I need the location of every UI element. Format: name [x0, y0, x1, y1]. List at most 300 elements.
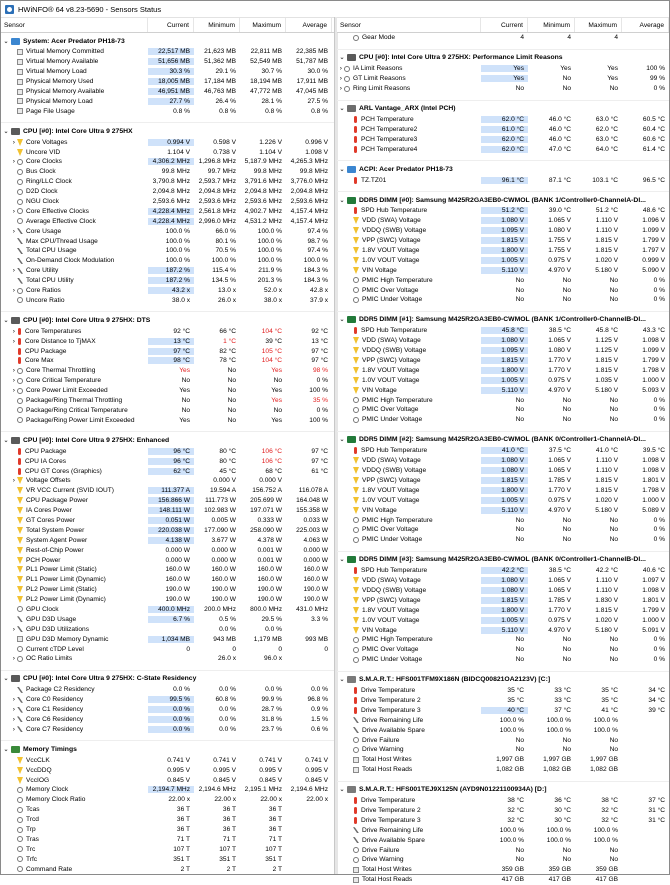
header-average[interactable]: Average — [286, 18, 332, 32]
sensor-group-header[interactable] — [337, 163, 669, 175]
right-sensor-pane[interactable] — [337, 17, 669, 884]
sensor-row[interactable] — [337, 175, 669, 185]
sensor-row[interactable] — [337, 456, 669, 466]
sensor-row[interactable] — [337, 796, 669, 806]
sensor-row[interactable] — [337, 236, 669, 246]
sensor-label: Core Usage — [26, 227, 62, 235]
collapse-chevron-icon[interactable]: ⌄ — [339, 787, 345, 794]
section-spacer — [1, 305, 334, 312]
header-sensor[interactable]: Sensor — [1, 18, 148, 32]
sensor-row[interactable] — [1, 276, 334, 286]
sensor-row[interactable] — [1, 177, 334, 187]
expand-chevron-icon[interactable]: › — [12, 158, 15, 166]
voltage-icon — [353, 217, 359, 224]
thermometer-icon — [354, 687, 357, 694]
sensor-value-maximum: 32 °C — [601, 806, 618, 814]
sensor-value-average: 61.4 °C — [642, 145, 665, 153]
sensor-value-minimum: No — [562, 85, 571, 93]
sensor-group-header[interactable] — [1, 743, 334, 755]
sensor-value-current: 2,593.6 MHz — [152, 198, 190, 206]
sensor-row[interactable] — [1, 525, 334, 535]
sensor-row[interactable] — [1, 96, 334, 106]
sensor-row[interactable] — [1, 825, 334, 835]
expand-chevron-icon[interactable]: › — [12, 287, 15, 295]
sensor-row[interactable] — [337, 696, 669, 706]
sensor-row[interactable] — [337, 336, 669, 346]
sensor-value-average: 34 °C — [648, 687, 665, 695]
sensor-value-current: 35 °C — [507, 696, 524, 704]
sensor-row[interactable] — [1, 695, 334, 705]
sensor-row[interactable] — [337, 295, 669, 305]
sensor-row[interactable] — [1, 415, 334, 425]
sensor-row[interactable] — [337, 466, 669, 476]
header-current[interactable]: Current — [481, 18, 528, 32]
sensor-row[interactable] — [1, 535, 334, 545]
collapse-chevron-icon[interactable]: ⌄ — [3, 437, 9, 444]
sensor-row[interactable] — [1, 386, 334, 396]
sensor-row[interactable] — [1, 614, 334, 624]
thermometer-icon — [354, 207, 357, 214]
expand-chevron-icon[interactable]: › — [12, 715, 15, 723]
sensor-row[interactable] — [1, 57, 334, 67]
sensor-row[interactable] — [337, 615, 669, 625]
sensor-row[interactable] — [1, 167, 334, 177]
collapse-chevron-icon[interactable]: ⌄ — [3, 746, 9, 753]
sensor-label: Virtual Memory Committed — [26, 48, 104, 56]
sensor-value-minimum: 0 — [232, 645, 236, 653]
sensor-row[interactable] — [1, 624, 334, 634]
sensor-row[interactable] — [1, 685, 334, 695]
header-minimum[interactable]: Minimum — [194, 18, 240, 32]
sensor-label: Drive Failure — [362, 736, 400, 744]
sensor-row[interactable] — [337, 246, 669, 256]
sensor-row[interactable] — [1, 326, 334, 336]
expand-chevron-icon[interactable]: › — [12, 387, 15, 395]
sensor-value-average: 4,265.3 MHz — [290, 158, 328, 166]
sensor-value-minimum: No — [227, 406, 236, 414]
collapse-chevron-icon[interactable]: ⌄ — [339, 437, 345, 444]
sensor-row[interactable] — [337, 855, 669, 865]
sensor-row[interactable] — [1, 565, 334, 575]
sensor-value-current: 0.741 V — [167, 756, 190, 764]
sensor-value-minimum: 2,561.8 MHz — [198, 207, 236, 215]
sensor-row[interactable] — [337, 815, 669, 825]
sensor-row[interactable] — [1, 864, 334, 874]
sensor-row[interactable] — [337, 845, 669, 855]
sensor-group-header[interactable] — [1, 125, 334, 137]
expand-chevron-icon[interactable]: › — [339, 65, 342, 73]
header-current[interactable]: Current — [148, 18, 194, 32]
clock-icon — [17, 846, 23, 852]
sensor-row[interactable] — [1, 545, 334, 555]
status-icon — [353, 35, 359, 41]
sensor-group-header[interactable] — [337, 784, 669, 796]
sensor-row[interactable] — [337, 74, 669, 84]
sensor-value-maximum: No — [609, 396, 618, 404]
sensor-group-header[interactable] — [337, 434, 669, 446]
sensor-row[interactable] — [1, 356, 334, 366]
sensor-value-current: 2 T — [180, 865, 190, 873]
sensor-label: Drive Temperature 2 — [361, 696, 421, 704]
sensor-row[interactable] — [337, 275, 669, 285]
sensor-row[interactable] — [1, 236, 334, 246]
sensor-label: Drive Available Spare — [362, 836, 425, 844]
sensor-group-header[interactable] — [337, 194, 669, 206]
sensor-value-average: 4,157.4 MHz — [290, 207, 328, 215]
sensor-label: VR VCC Current (SVID IOUT) — [26, 487, 114, 495]
sensor-value-maximum: 28.7 % — [261, 706, 282, 714]
voltage-icon — [17, 596, 23, 603]
sensor-group-header[interactable] — [1, 673, 334, 685]
header-maximum[interactable]: Maximum — [240, 18, 286, 32]
usage-icon — [17, 697, 23, 703]
expand-chevron-icon[interactable]: › — [339, 75, 342, 83]
sensor-row[interactable] — [337, 84, 669, 94]
sensor-value-current: 0.0 % — [148, 706, 194, 713]
sensor-row[interactable] — [1, 187, 334, 197]
sensor-row[interactable] — [337, 415, 669, 425]
sensor-value-current: 51,656 MB — [148, 58, 194, 65]
header-maximum[interactable]: Maximum — [575, 18, 622, 32]
sensor-row[interactable] — [1, 555, 334, 565]
sensor-row[interactable] — [1, 585, 334, 595]
sensor-row[interactable] — [337, 566, 669, 576]
usage-icon — [17, 268, 23, 274]
sensor-row[interactable] — [337, 586, 669, 596]
sensor-value-maximum: 36 T — [268, 816, 282, 824]
sensor-value-minimum: Yes — [560, 65, 571, 73]
sensor-label: VPP (SWC) Voltage — [362, 476, 421, 484]
collapse-chevron-icon[interactable]: ⌄ — [339, 55, 345, 62]
status-icon — [353, 857, 359, 863]
sensor-value-current: 160.0 W — [165, 576, 190, 584]
sensor-value-maximum: 1.830 V — [595, 596, 618, 604]
sensor-row[interactable] — [1, 157, 334, 167]
sensor-value-current: 1.800 V — [481, 607, 528, 614]
sensor-row[interactable] — [1, 805, 334, 815]
collapse-chevron-icon[interactable]: ⌄ — [3, 676, 9, 683]
sensor-value-current: 99.8 MHz — [161, 168, 190, 176]
sensor-row[interactable] — [1, 137, 334, 147]
sensor-value-average: 3,776.0 MHz — [290, 178, 328, 186]
sensor-value-maximum: 100.0 % — [257, 237, 282, 245]
sensor-row[interactable] — [1, 644, 334, 654]
sensor-row[interactable] — [337, 686, 669, 696]
sensor-row[interactable] — [337, 115, 669, 125]
sensor-row[interactable] — [337, 285, 669, 295]
sensor-value-minimum: 100.0 % — [546, 836, 571, 844]
sensor-row[interactable] — [1, 496, 334, 506]
sensor-row[interactable] — [1, 286, 334, 296]
sensor-row[interactable] — [1, 246, 334, 256]
sensor-row[interactable] — [1, 795, 334, 805]
sensor-row[interactable] — [1, 366, 334, 376]
sensor-row[interactable] — [337, 595, 669, 605]
sensor-row[interactable] — [337, 715, 669, 725]
sensor-row[interactable] — [337, 265, 669, 275]
sensor-row[interactable] — [337, 346, 669, 356]
sensor-value-average: 0 % — [316, 377, 328, 385]
sensor-row[interactable] — [337, 625, 669, 635]
title-bar[interactable] — [1, 1, 669, 17]
sensor-row[interactable] — [337, 835, 669, 845]
sensor-label: Package/Ring Power Limit Exceeded — [26, 416, 135, 424]
sensor-value-maximum: 1.815 V — [595, 476, 618, 484]
sensor-value-average: 1.801 V — [642, 476, 665, 484]
sensor-row[interactable] — [337, 144, 669, 154]
collapse-chevron-icon[interactable]: ⌄ — [3, 317, 9, 324]
sensor-value-maximum: No — [609, 746, 618, 754]
sensor-row[interactable] — [1, 486, 334, 496]
collapse-chevron-icon[interactable]: ⌄ — [339, 677, 345, 684]
sensor-row[interactable] — [337, 385, 669, 395]
sensor-row[interactable] — [1, 446, 334, 456]
expand-chevron-icon[interactable]: › — [12, 267, 15, 275]
sensor-value-minimum: 190.0 W — [211, 586, 236, 594]
sensor-row[interactable] — [337, 395, 669, 405]
sensor-row[interactable] — [1, 634, 334, 644]
sensor-row[interactable] — [1, 336, 334, 346]
sensor-value-average: 22,385 MB — [296, 48, 328, 56]
sensor-row[interactable] — [337, 825, 669, 835]
sensor-row[interactable] — [1, 605, 334, 615]
thermometer-icon — [354, 567, 357, 574]
voltage-icon — [353, 337, 359, 344]
expand-chevron-icon[interactable]: › — [12, 367, 15, 375]
collapse-chevron-icon[interactable]: ⌄ — [339, 197, 345, 204]
sensor-value-current: Yes — [179, 387, 190, 395]
memory-module-icon — [11, 746, 20, 753]
collapse-chevron-icon[interactable]: ⌄ — [339, 166, 345, 173]
thermometer-icon — [18, 348, 21, 355]
sensor-row[interactable] — [337, 525, 669, 535]
sensor-row[interactable] — [337, 515, 669, 525]
sensor-value-current: Yes — [179, 367, 190, 375]
expand-chevron-icon[interactable]: › — [12, 477, 15, 485]
sensor-row[interactable] — [1, 765, 334, 775]
sensor-row[interactable] — [337, 725, 669, 735]
sensor-row[interactable] — [1, 77, 334, 87]
sensor-row[interactable] — [337, 505, 669, 515]
sensor-row[interactable] — [337, 655, 669, 665]
collapse-chevron-icon[interactable]: ⌄ — [339, 317, 345, 324]
sensor-value-current: 1.080 V — [481, 337, 528, 344]
sensor-value-current: 4.138 W — [148, 537, 194, 544]
sensor-row[interactable] — [1, 406, 334, 416]
sensor-row[interactable] — [1, 595, 334, 605]
sensor-value-minimum: 46.0 °C — [548, 135, 571, 143]
expand-chevron-icon[interactable]: › — [12, 706, 15, 714]
sensor-row[interactable] — [337, 326, 669, 336]
voltage-icon — [353, 627, 359, 634]
sensor-row[interactable] — [337, 576, 669, 586]
sensor-row[interactable] — [1, 844, 334, 854]
sensor-row[interactable] — [1, 67, 334, 77]
collapse-chevron-icon[interactable]: ⌄ — [3, 38, 9, 45]
sensor-value-current: No — [181, 397, 190, 405]
sensor-row[interactable] — [1, 216, 334, 226]
sensor-row[interactable] — [1, 295, 334, 305]
expand-chevron-icon[interactable]: › — [12, 725, 15, 733]
sensor-row[interactable] — [337, 645, 669, 655]
sensor-group-header[interactable] — [1, 434, 334, 446]
sensor-value-maximum: 29.5 % — [261, 615, 282, 623]
sensor-row[interactable] — [1, 506, 334, 516]
sensor-row[interactable] — [1, 775, 334, 785]
sensor-row[interactable] — [1, 705, 334, 715]
clock-icon — [17, 208, 23, 214]
sensor-row[interactable] — [337, 745, 669, 755]
usage-icon — [17, 687, 23, 693]
sensor-row[interactable] — [1, 47, 334, 57]
sensor-label: 1.0V VOUT Voltage — [362, 256, 420, 264]
sensor-row[interactable] — [337, 446, 669, 456]
sensor-row[interactable] — [337, 124, 669, 134]
expand-chevron-icon[interactable]: › — [12, 138, 15, 146]
expand-chevron-icon[interactable]: › — [12, 696, 15, 704]
expand-chevron-icon[interactable]: › — [339, 85, 342, 93]
collapse-chevron-icon[interactable]: ⌄ — [3, 128, 9, 135]
sensor-value-minimum: 0.000 W — [211, 546, 236, 554]
sensor-row[interactable] — [337, 33, 669, 43]
sensor-row[interactable] — [337, 365, 669, 375]
sensor-value-maximum: 190.0 W — [257, 586, 282, 594]
sensor-row[interactable] — [1, 575, 334, 585]
header-average[interactable]: Average — [622, 18, 669, 32]
memory-icon — [353, 767, 359, 773]
clock-icon — [17, 189, 23, 195]
sensor-value-current: 18,005 MB — [148, 78, 194, 85]
sensor-row[interactable] — [1, 516, 334, 526]
left-sensor-pane[interactable] — [1, 17, 334, 874]
sensor-row[interactable] — [1, 854, 334, 864]
sensor-label: SPD Hub Temperature — [361, 567, 428, 575]
sensor-row[interactable] — [1, 197, 334, 207]
sensor-group-header[interactable] — [337, 554, 669, 566]
sensor-row[interactable] — [337, 865, 669, 875]
sensor-row[interactable] — [1, 147, 334, 157]
sensor-label: GT Cores Power — [26, 516, 75, 524]
sensor-row[interactable] — [1, 785, 334, 795]
sensor-row[interactable] — [1, 346, 334, 356]
sensor-row[interactable] — [337, 635, 669, 645]
sensor-row[interactable] — [1, 834, 334, 844]
sensor-label: Max CPU/Thread Usage — [26, 237, 98, 245]
sensor-value-current: 96 °C — [148, 448, 194, 455]
sensor-row[interactable] — [1, 466, 334, 476]
sensor-group-header[interactable] — [1, 314, 334, 326]
sensor-row[interactable] — [1, 456, 334, 466]
header-minimum[interactable]: Minimum — [528, 18, 575, 32]
sensor-row[interactable] — [1, 226, 334, 236]
sensor-row[interactable] — [337, 206, 669, 216]
sensor-value-maximum: 800.0 MHz — [250, 605, 282, 613]
sensor-row[interactable] — [1, 715, 334, 725]
expand-chevron-icon[interactable]: › — [12, 327, 15, 335]
sensor-value-minimum: 36 T — [222, 816, 236, 824]
sensor-label: PMIC Under Voltage — [362, 536, 423, 544]
sensor-value-maximum: 100.0 % — [593, 826, 618, 834]
collapse-chevron-icon[interactable]: ⌄ — [339, 557, 345, 564]
expand-chevron-icon[interactable]: › — [12, 625, 15, 633]
sensor-value-average: 97.4 % — [307, 247, 328, 255]
sensor-value-maximum: 23.7 % — [261, 725, 282, 733]
sensor-row[interactable] — [1, 815, 334, 825]
sensor-row[interactable] — [337, 134, 669, 144]
sensor-row[interactable] — [1, 476, 334, 486]
sensor-row[interactable] — [337, 765, 669, 775]
expand-chevron-icon[interactable]: › — [12, 655, 15, 663]
sensor-row[interactable] — [337, 735, 669, 745]
sensor-row[interactable] — [337, 216, 669, 226]
sensor-row[interactable] — [1, 396, 334, 406]
collapse-chevron-icon[interactable]: ⌄ — [339, 106, 345, 113]
sensor-value-maximum: No — [609, 286, 618, 294]
sensor-group-header[interactable] — [1, 35, 334, 47]
sensor-row[interactable] — [1, 376, 334, 386]
sensor-row[interactable] — [1, 654, 334, 664]
header-sensor[interactable]: Sensor — [337, 18, 481, 32]
sensor-row[interactable] — [337, 226, 669, 236]
sensor-group-header[interactable] — [337, 674, 669, 686]
sensor-value-current: 187.2 % — [148, 277, 194, 284]
sensor-value-maximum: 5,187.9 MHz — [244, 158, 282, 166]
sensor-row[interactable] — [337, 255, 669, 265]
cpu-icon — [11, 675, 20, 682]
sensor-row[interactable] — [337, 356, 669, 366]
expand-chevron-icon[interactable]: › — [12, 337, 15, 345]
sensor-group-header[interactable] — [337, 314, 669, 326]
sensor-row[interactable] — [337, 535, 669, 545]
expand-chevron-icon[interactable]: › — [12, 377, 15, 385]
expand-chevron-icon[interactable]: › — [12, 227, 15, 235]
sensor-group-header[interactable] — [337, 52, 669, 64]
sensor-row[interactable] — [337, 495, 669, 505]
sensor-row[interactable] — [337, 375, 669, 385]
sensor-value-current: 36 T — [176, 806, 190, 814]
sensor-row[interactable] — [337, 806, 669, 816]
sensor-value-current: 32 °C — [507, 806, 524, 814]
sensor-label: Drive Available Spare — [362, 726, 425, 734]
status-icon — [353, 847, 359, 853]
sensor-row[interactable] — [1, 256, 334, 266]
sensor-row[interactable] — [1, 206, 334, 216]
voltage-icon — [17, 517, 23, 524]
usage-icon — [17, 707, 23, 713]
expand-chevron-icon[interactable]: › — [12, 207, 15, 215]
sensor-row[interactable] — [337, 875, 669, 885]
sensor-group-header[interactable] — [337, 103, 669, 115]
sensor-label: 1.0V VOUT Voltage — [362, 376, 420, 384]
sensor-row[interactable] — [1, 755, 334, 765]
sensor-value-maximum: 30.7 % — [261, 68, 282, 76]
sensor-value-average: 0 % — [653, 396, 665, 404]
sensor-row[interactable] — [1, 266, 334, 276]
sensor-row[interactable] — [1, 106, 334, 116]
sensor-row[interactable] — [1, 724, 334, 734]
sensor-row[interactable] — [337, 755, 669, 765]
sensor-row[interactable] — [337, 605, 669, 615]
sensor-label: VPP (SWC) Voltage — [362, 357, 421, 365]
sensor-row[interactable] — [337, 476, 669, 486]
sensor-row[interactable] — [337, 705, 669, 715]
sensor-row[interactable] — [337, 405, 669, 415]
section-spacer — [337, 94, 669, 101]
sensor-value-maximum: 1,082 GB — [590, 766, 618, 774]
sensor-row[interactable] — [337, 64, 669, 74]
sensor-row[interactable] — [337, 485, 669, 495]
sensor-row[interactable] — [1, 87, 334, 97]
